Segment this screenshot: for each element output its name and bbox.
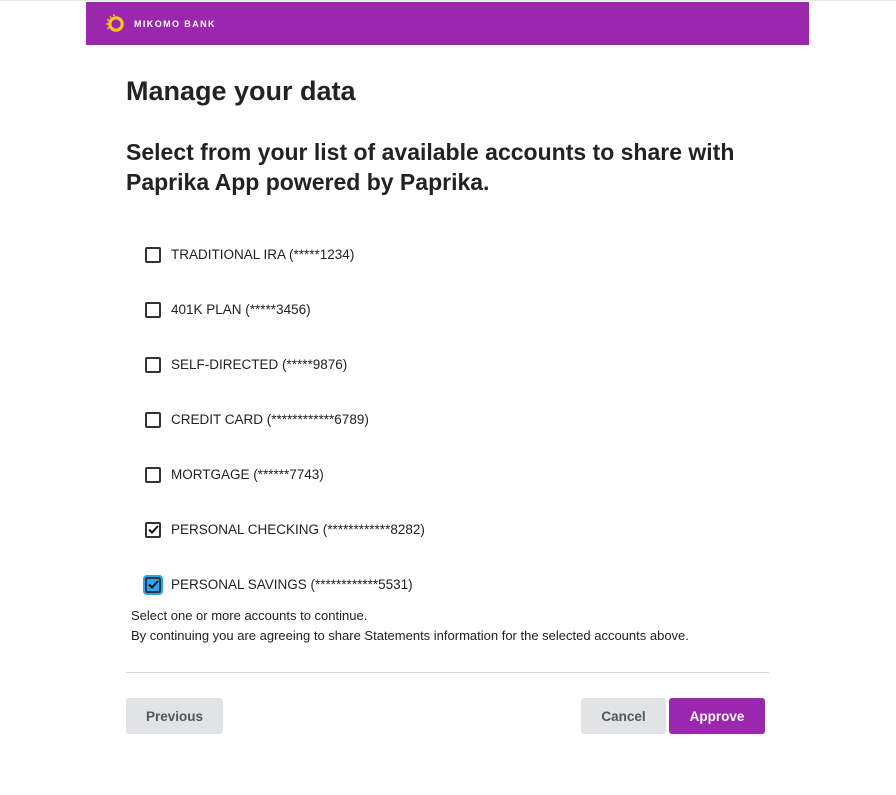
account-list [145, 227, 425, 612]
checkmark-icon [148, 580, 159, 589]
footer-divider [126, 672, 769, 673]
account-checkbox[interactable] [145, 357, 161, 373]
bank-header [86, 2, 809, 45]
account-label: SELF-DIRECTED (*****9876) [171, 357, 348, 372]
account-row[interactable] [145, 557, 425, 612]
account-checkbox[interactable] [145, 522, 161, 538]
cancel-button[interactable]: Cancel [581, 698, 666, 734]
page-subtitle: Select from your list of available accounts to share with Paprika App powered by Paprika. [126, 139, 735, 195]
checkmark-icon [148, 525, 159, 534]
account-checkbox[interactable] [145, 247, 161, 263]
account-row[interactable] [145, 502, 425, 557]
account-label: PERSONAL CHECKING (************8282) [171, 522, 425, 537]
account-row[interactable] [145, 282, 425, 337]
account-row[interactable] [145, 337, 425, 392]
sunburst-ring-logo-icon [105, 13, 127, 35]
account-label: CREDIT CARD (************6789) [171, 412, 369, 427]
account-checkbox[interactable] [145, 412, 161, 428]
page-title: Manage your data [126, 76, 356, 106]
approve-button[interactable]: Approve [669, 698, 765, 734]
account-label: MORTGAGE (******7743) [171, 467, 324, 482]
account-label: PERSONAL SAVINGS (************5531) [171, 577, 413, 592]
account-row[interactable] [145, 392, 425, 447]
bank-name: MIKOMO BANK [134, 18, 216, 29]
account-checkbox[interactable] [145, 302, 161, 318]
account-label: 401K PLAN (*****3456) [171, 302, 311, 317]
consent-notes [131, 606, 689, 646]
previous-button[interactable]: Previous [126, 698, 223, 734]
consent-statement: By continuing you are agreeing to share Statements information for the selected accounts above. [131, 628, 689, 643]
account-row[interactable] [145, 227, 425, 282]
account-checkbox[interactable] [145, 467, 161, 483]
select-hint: Select one or more accounts to continue. [131, 608, 368, 623]
account-checkbox[interactable] [145, 577, 161, 593]
account-label: TRADITIONAL IRA (*****1234) [171, 247, 355, 262]
account-row[interactable] [145, 447, 425, 502]
top-rule [0, 0, 896, 1]
